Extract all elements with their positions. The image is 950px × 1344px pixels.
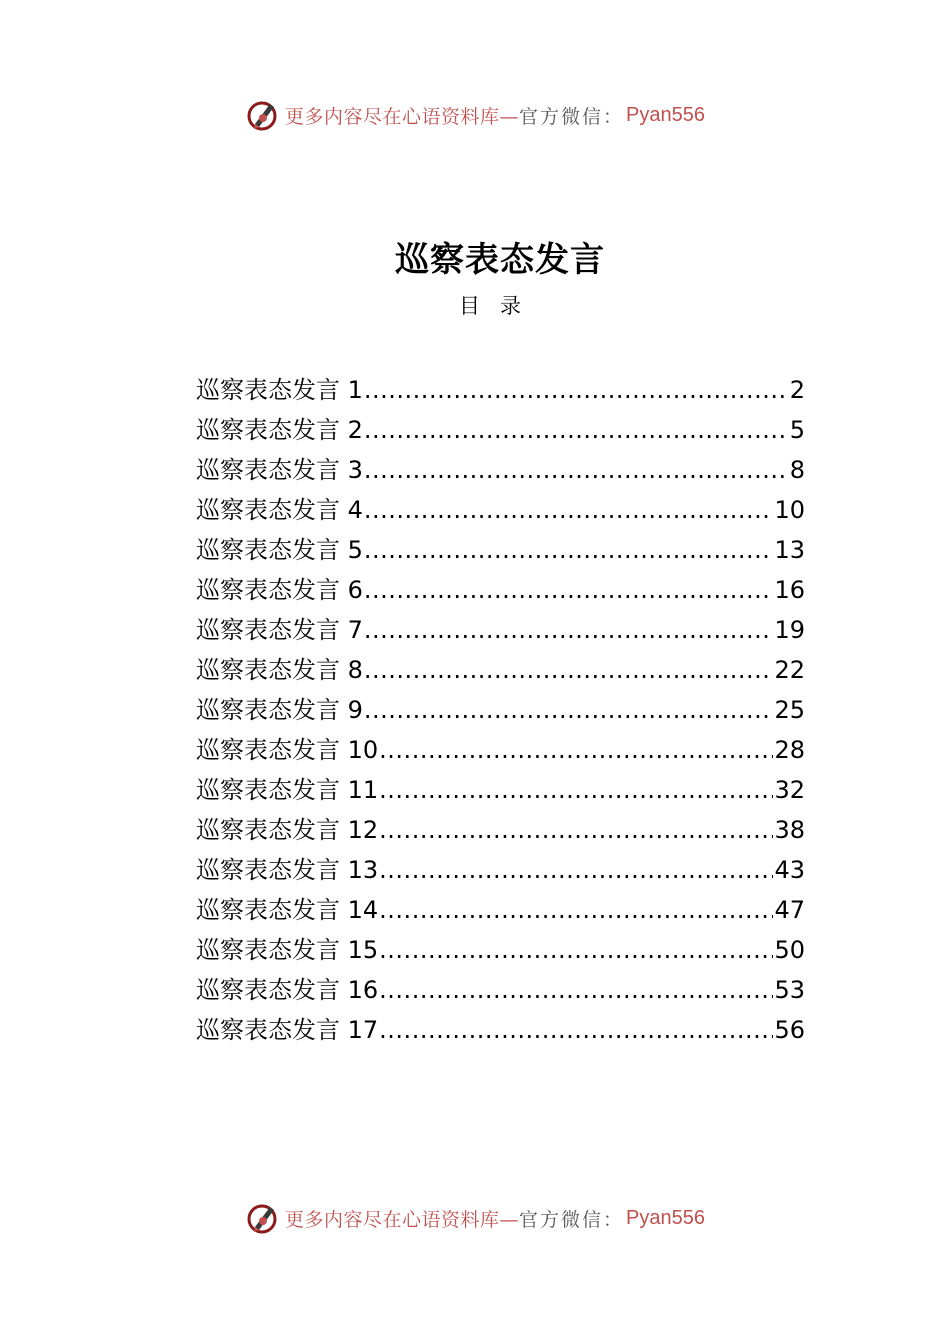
- toc-leader-dots: [379, 810, 773, 850]
- toc-entry-14[interactable]: [196, 890, 805, 930]
- pen-in-circle-icon: [245, 1201, 279, 1235]
- banner-wechat-label: 官方微信：: [519, 105, 625, 128]
- toc-entry-5[interactable]: [196, 530, 805, 570]
- toc-entry-label: 巡察表态发言 12: [196, 816, 379, 844]
- toc-entry-label: 巡察表态发言 4: [196, 496, 363, 524]
- toc-heading: 目录: [459, 294, 541, 318]
- toc-entry-label: 巡察表态发言 3: [196, 456, 363, 484]
- toc-leader-dots: [364, 530, 774, 570]
- banner-wechat-label: 官方微信：: [519, 1208, 625, 1231]
- toc-entry-10[interactable]: [196, 730, 805, 770]
- toc-entry-page: 43: [774, 856, 805, 884]
- toc-entry-page: 38: [774, 816, 805, 844]
- toc-entry-page: 19: [774, 616, 805, 644]
- toc-leader-dots: [364, 410, 789, 450]
- toc-leader-dots: [379, 730, 773, 770]
- toc-entry-page: 25: [774, 696, 805, 724]
- toc-entry-page: 56: [774, 1016, 805, 1044]
- toc-entry-page: 32: [774, 776, 805, 804]
- toc-entry-label: 巡察表态发言 17: [196, 1016, 379, 1044]
- toc-entry-1[interactable]: [196, 370, 805, 410]
- header-banner: [0, 95, 950, 135]
- toc-entry-page: 50: [774, 936, 805, 964]
- toc-entry-label: 巡察表态发言 5: [196, 536, 363, 564]
- toc-entry-label: 巡察表态发言 15: [196, 936, 379, 964]
- toc-entry-page: 22: [774, 656, 805, 684]
- toc-entry-page: 8: [789, 456, 805, 484]
- toc-entry-2[interactable]: [196, 410, 805, 450]
- toc-entry-label: 巡察表态发言 9: [196, 696, 363, 724]
- toc-entry-label: 巡察表态发言 2: [196, 416, 363, 444]
- toc-entry-label: 巡察表态发言 11: [196, 776, 379, 804]
- toc-entry-11[interactable]: [196, 770, 805, 810]
- footer-banner: [0, 1198, 950, 1238]
- toc-leader-dots: [379, 890, 773, 930]
- toc-leader-dots: [379, 850, 773, 890]
- toc-entry-label: 巡察表态发言 7: [196, 616, 363, 644]
- toc-entry-16[interactable]: [196, 970, 805, 1010]
- banner-slogan: 更多内容尽在心语资料库—: [285, 1208, 520, 1231]
- toc-entry-13[interactable]: [196, 850, 805, 890]
- table-of-contents: [196, 370, 805, 1050]
- toc-entry-page: 16: [774, 576, 805, 604]
- toc-entry-label: 巡察表态发言 14: [196, 896, 379, 924]
- toc-entry-page: 2: [789, 376, 805, 404]
- toc-entry-6[interactable]: [196, 570, 805, 610]
- toc-leader-dots: [379, 1010, 773, 1050]
- toc-leader-dots: [364, 490, 774, 530]
- toc-entry-page: 53: [774, 976, 805, 1004]
- toc-leader-dots: [379, 970, 773, 1010]
- toc-entry-page: 47: [774, 896, 805, 924]
- banner-account: Pyan556: [626, 103, 705, 126]
- toc-entry-page: 13: [774, 536, 805, 564]
- toc-leader-dots: [379, 770, 773, 810]
- toc-entry-8[interactable]: [196, 650, 805, 690]
- toc-entry-label: 巡察表态发言 1: [196, 376, 363, 404]
- toc-entry-label: 巡察表态发言 13: [196, 856, 379, 884]
- toc-entry-4[interactable]: [196, 490, 805, 530]
- toc-leader-dots: [364, 370, 789, 410]
- toc-entry-page: 10: [774, 496, 805, 524]
- toc-entry-9[interactable]: [196, 690, 805, 730]
- banner-slogan: 更多内容尽在心语资料库—: [285, 105, 520, 128]
- toc-entry-page: 28: [774, 736, 805, 764]
- toc-leader-dots: [364, 570, 774, 610]
- pen-in-circle-icon: [245, 98, 279, 132]
- toc-entry-3[interactable]: [196, 450, 805, 490]
- toc-leader-dots: [364, 610, 774, 650]
- toc-entry-label: 巡察表态发言 8: [196, 656, 363, 684]
- toc-entry-label: 巡察表态发言 6: [196, 576, 363, 604]
- toc-leader-dots: [379, 930, 773, 970]
- toc-entry-12[interactable]: [196, 810, 805, 850]
- banner-account: Pyan556: [626, 1206, 705, 1229]
- toc-entry-label: 巡察表态发言 10: [196, 736, 379, 764]
- toc-entry-label: 巡察表态发言 16: [196, 976, 379, 1004]
- toc-leader-dots: [364, 690, 774, 730]
- toc-leader-dots: [364, 450, 789, 490]
- toc-leader-dots: [364, 650, 774, 690]
- toc-entry-17[interactable]: [196, 1010, 805, 1050]
- toc-entry-7[interactable]: [196, 610, 805, 650]
- toc-entry-page: 5: [789, 416, 805, 444]
- document-title: 巡察表态发言: [395, 240, 605, 280]
- toc-entry-15[interactable]: [196, 930, 805, 970]
